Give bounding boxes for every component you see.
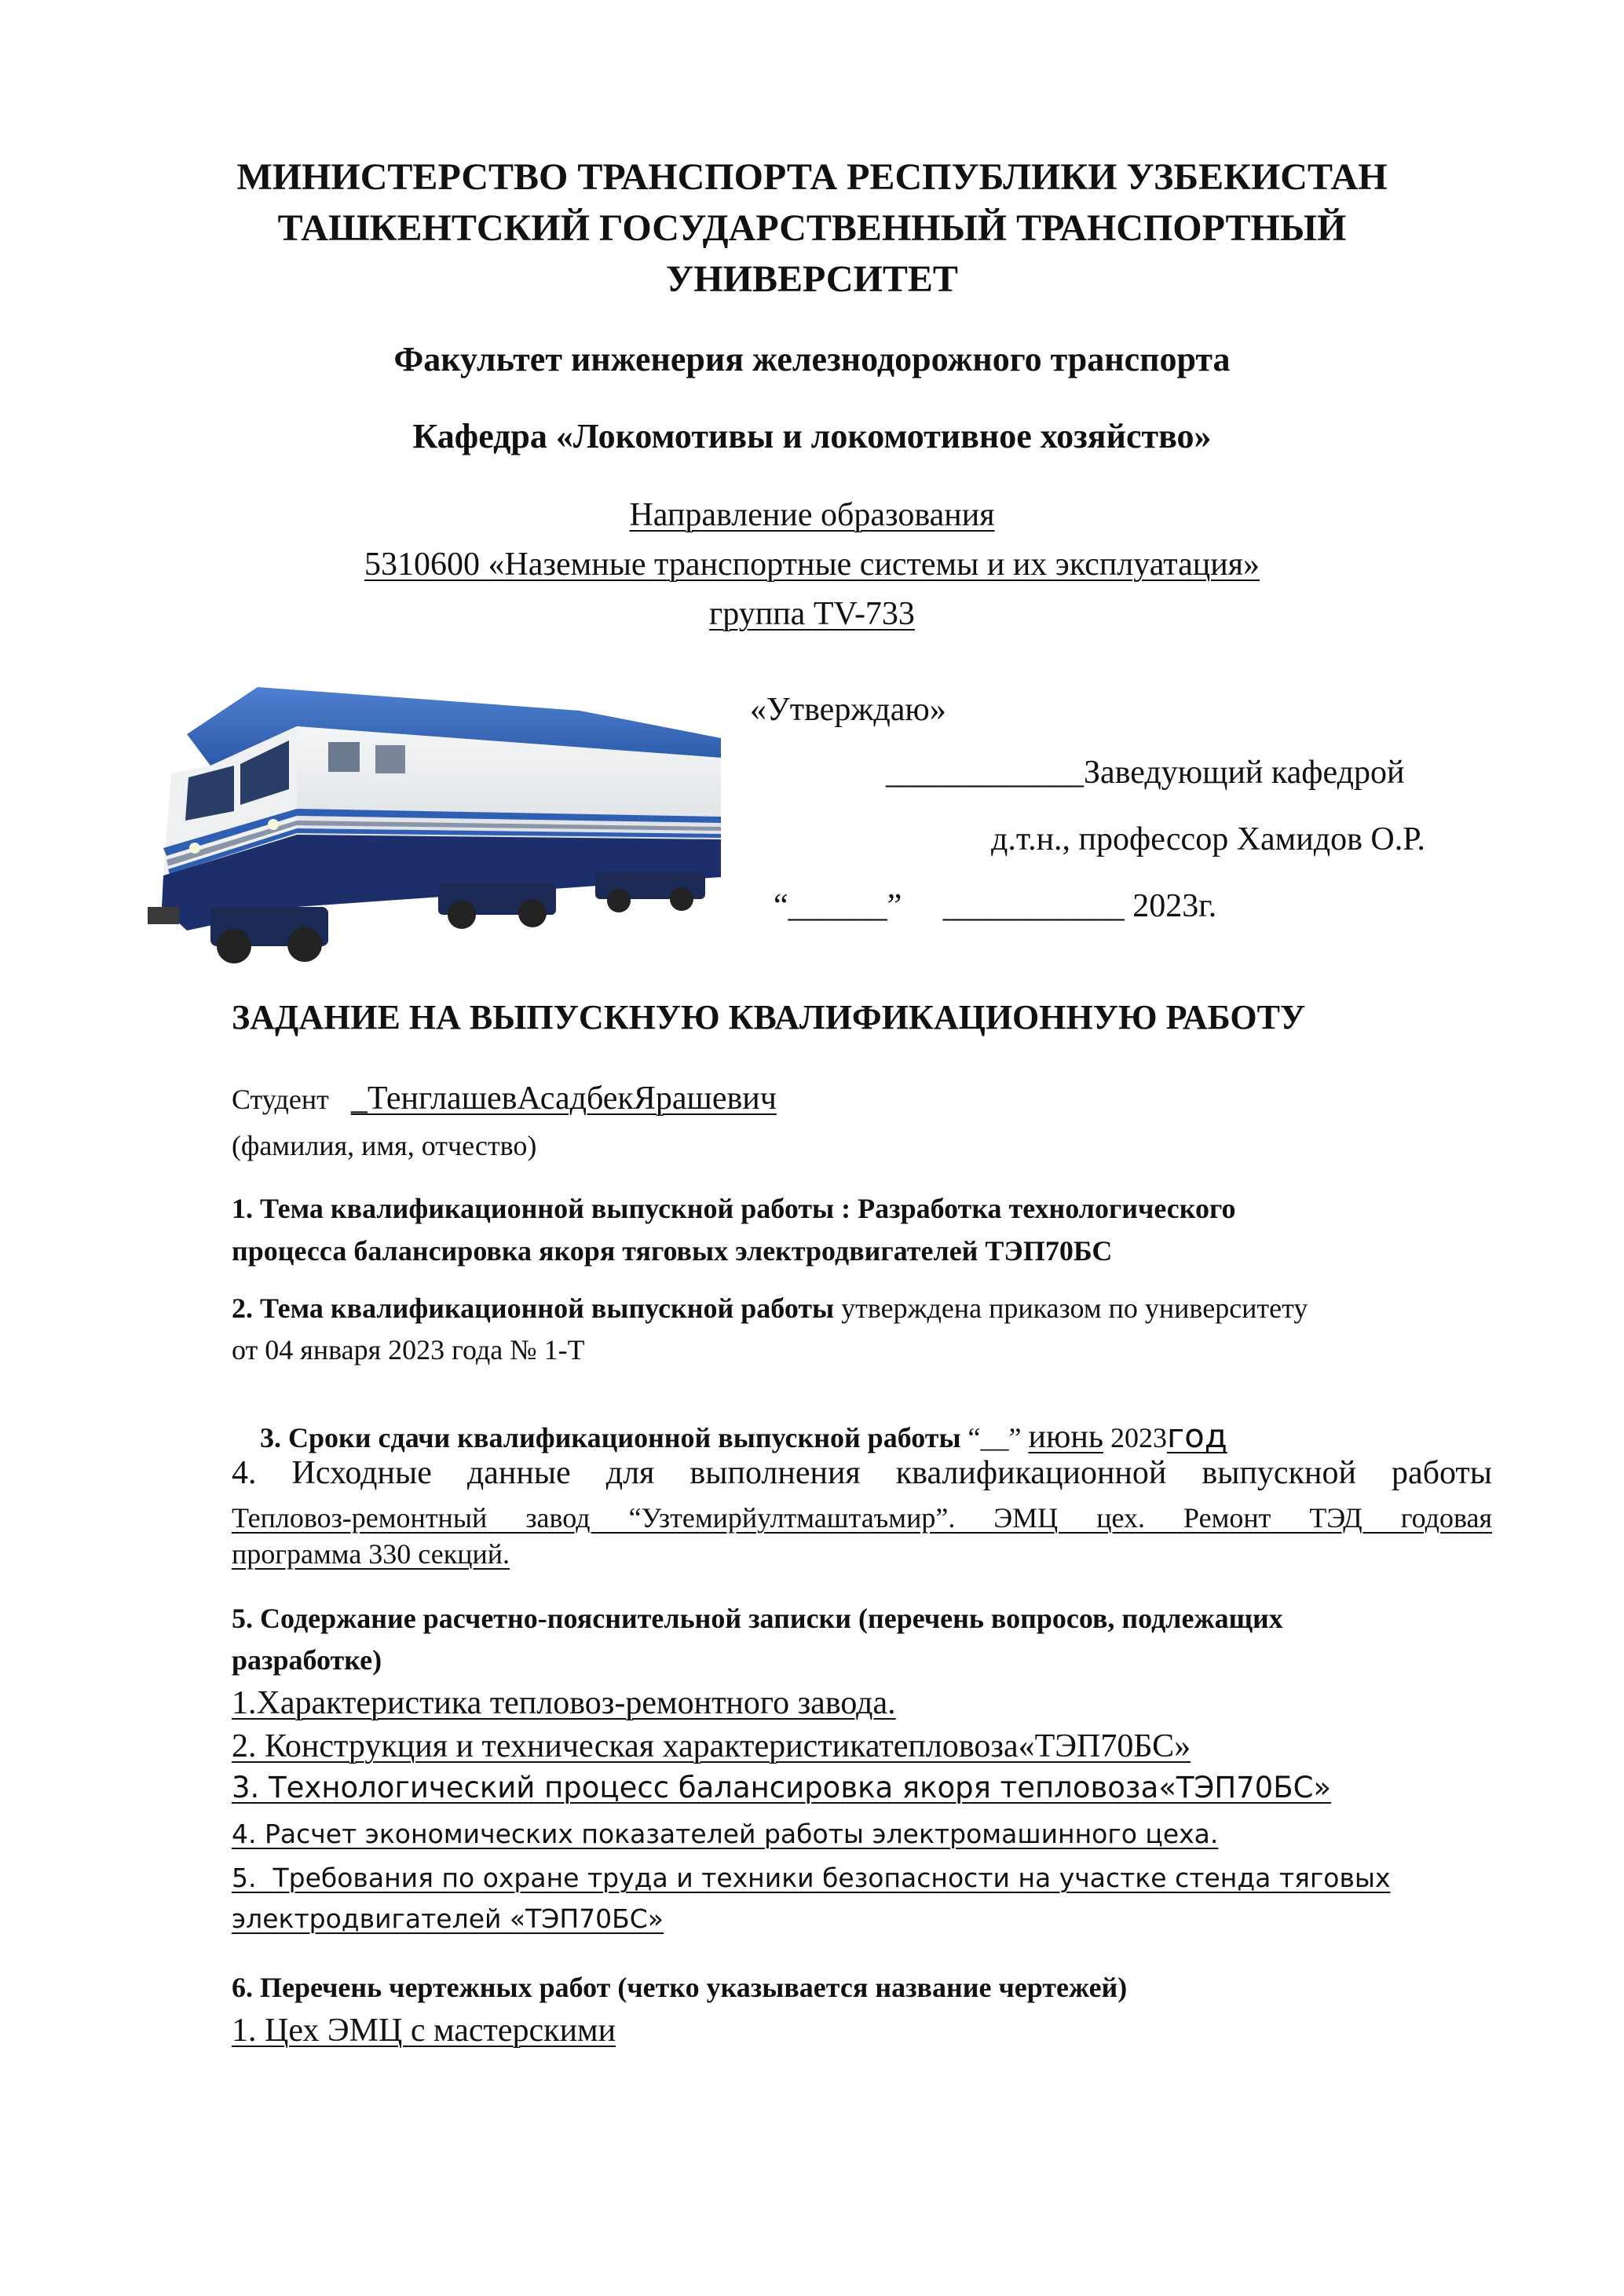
- assignment-title: ЗАДАНИЕ НА ВЫПУСКНУЮ КВАЛИФИКАЦИОННУЮ РАБОТУ: [232, 998, 1306, 1036]
- item5-list-item-3: 3. Технологический процесс балансировка якоря тепловоза«ТЭП70БС»: [232, 1771, 1332, 1804]
- approval-professor: д.т.н., профессор Хамидов О.Р.: [991, 821, 1425, 857]
- item3-bold: 3. Сроки сдачи квалификационной выпускной работы: [260, 1422, 961, 1453]
- student-label: Студент: [232, 1084, 329, 1115]
- item6-title: 6. Перечень чертежных работ (четко указывается название чертежей): [232, 1972, 1128, 2003]
- ministry-line-1: МИНИСТЕРСТВО ТРАНСПОРТА РЕСПУБЛИКИ УЗБЕКИСТАН: [236, 156, 1388, 198]
- faculty-title: Факультет инженерия железнодорожного транспорта: [393, 340, 1231, 378]
- item5-list-item-4: 4. Расчет экономических показателей работы электромашинного цеха.: [232, 1819, 1219, 1849]
- student-hint: (фамилия, имя, отчество): [232, 1130, 537, 1161]
- item4-line2: Тепловоз-ремонтный завод “Узтемирйултмаштаъмир”. ЭМЦ цех. Ремонт ТЭД годовая: [232, 1502, 1492, 1534]
- item2-line2: от 04 января 2023 года № 1-Т: [232, 1334, 585, 1366]
- item5-line1: 5. Содержание расчетно-пояснительной записки (перечень вопросов, подлежащих: [232, 1603, 1283, 1634]
- item3-year: 2023: [1103, 1422, 1167, 1453]
- item4-line1: 4. Исходные данные для выполнения квалификационной выпускной работы: [232, 1455, 1492, 1491]
- item1-line1: 1. Тема квалификационной выпускной работы : Разработка технологического: [232, 1193, 1236, 1224]
- department-title: Кафедра «Локомотивы и локомотивное хозяйство»: [412, 417, 1212, 455]
- ministry-line-3: УНИВЕРСИТЕТ: [666, 258, 958, 300]
- item6-list-item-1: 1. Цех ЭМЦ с мастерскими: [232, 2013, 616, 2049]
- locomotive-image: [140, 671, 744, 978]
- item5-list-item-1: 1.Характеристика тепловоз-ремонтного завода.: [232, 1685, 896, 1721]
- direction-label: Направление образования: [629, 497, 995, 533]
- item3-god: год: [1167, 1417, 1227, 1455]
- group-label: группа TV-733: [709, 596, 915, 632]
- approval-title: «Утверждаю»: [750, 692, 946, 728]
- item3-quote: “__”: [960, 1422, 1029, 1453]
- student-name: _ТенглашевАсадбекЯрашевич: [350, 1080, 777, 1117]
- item4-line3: программа 330 секций.: [232, 1538, 510, 1570]
- approval-head-line: ____________Заведующий кафедрой: [886, 755, 1405, 791]
- item2-bold: 2. Тема квалификационной выпускной работы: [232, 1292, 835, 1324]
- direction-code: 5310600 «Наземные транспортные системы и их эксплуатация»: [364, 547, 1260, 583]
- ministry-line-2: ТАШКЕНТСКИЙ ГОСУДАРСТВЕННЫЙ ТРАНСПОРТНЫЙ: [277, 207, 1347, 249]
- item5-list-item-2: 2. Конструкция и техническая характеристикатепловоза«ТЭП70БС»: [232, 1728, 1191, 1764]
- approval-date-line: “______” ___________ 2023г.: [774, 888, 1217, 924]
- item5-list-item-5: 5. Требования по охране труда и техники безопасности на участке стенда тяговых: [232, 1863, 1391, 1893]
- item5-line2: разработке): [232, 1644, 382, 1676]
- item3-month: июнь: [1028, 1419, 1103, 1455]
- item5-list-item-6: электродвигателей «ТЭП70БС»: [232, 1903, 664, 1934]
- item2-rest: утверждена приказом по университету: [834, 1292, 1308, 1324]
- item1-line2: процесса балансировка якоря тяговых электродвигателей ТЭП70БС: [232, 1235, 1113, 1267]
